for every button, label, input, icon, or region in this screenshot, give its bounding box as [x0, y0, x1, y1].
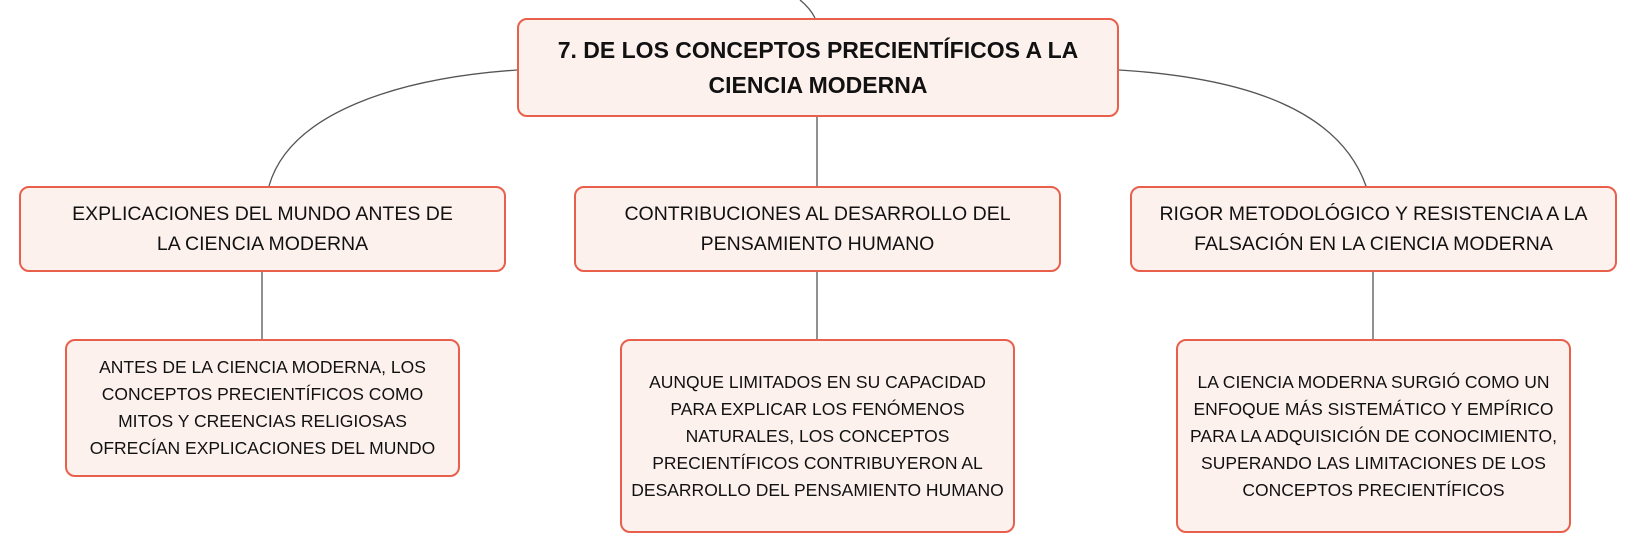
leaf-node-rigor-detail[interactable]	[1176, 339, 1571, 533]
connector-root-to-branch-1	[269, 70, 517, 186]
leaf-text: ANTES DE LA CIENCIA MODERNA, LOS CONCEPTOS PRECIENTÍFICOS COMO MITOS Y CREENCIAS RELIGIOSAS OFRECÍAN EXPLICACIONES DEL MUNDO	[89, 357, 436, 458]
leaf-node-contribuciones-detail[interactable]	[620, 339, 1015, 533]
branch-label: RIGOR METODOLÓGICO Y RESISTENCIA A LA FALSACIÓN EN LA CIENCIA MODERNA	[1159, 203, 1588, 255]
leaf-node-explicaciones-detail[interactable]	[65, 339, 460, 477]
leaf-text: LA CIENCIA MODERNA SURGIÓ COMO UN ENFOQUE MÁS SISTEMÁTICO Y EMPÍRICO PARA LA ADQUISICIÓN DE CONOCIMIENTO, SUPERANDO LAS LIMITACIONES DE LOS CONCEPTOS PRECIENTÍFICOS	[1190, 371, 1557, 500]
connector-root-incoming	[800, 0, 815, 18]
root-topic-node[interactable]	[517, 18, 1119, 117]
leaf-text: AUNQUE LIMITADOS EN SU CAPACIDAD PARA EXPLICAR LOS FENÓMENOS NATURALES, LOS CONCEPTOS PRECIENTÍFICOS CONTRIBUYERON AL DESARROLLO DEL PENSAMIENTO HUMANO	[631, 371, 1004, 500]
connector-root-to-branch-3	[1119, 70, 1366, 186]
branch-node-explicaciones[interactable]	[19, 186, 506, 272]
branch-node-rigor[interactable]	[1130, 186, 1617, 272]
branch-label: CONTRIBUCIONES AL DESARROLLO DEL PENSAMIENTO HUMANO	[624, 203, 1011, 255]
branch-node-contribuciones[interactable]	[574, 186, 1061, 272]
root-topic-title: 7. DE LOS CONCEPTOS PRECIENTÍFICOS A LA CIENCIA MODERNA	[557, 36, 1079, 98]
branch-label: EXPLICACIONES DEL MUNDO ANTES DE LA CIENCIA MODERNA	[72, 203, 453, 255]
